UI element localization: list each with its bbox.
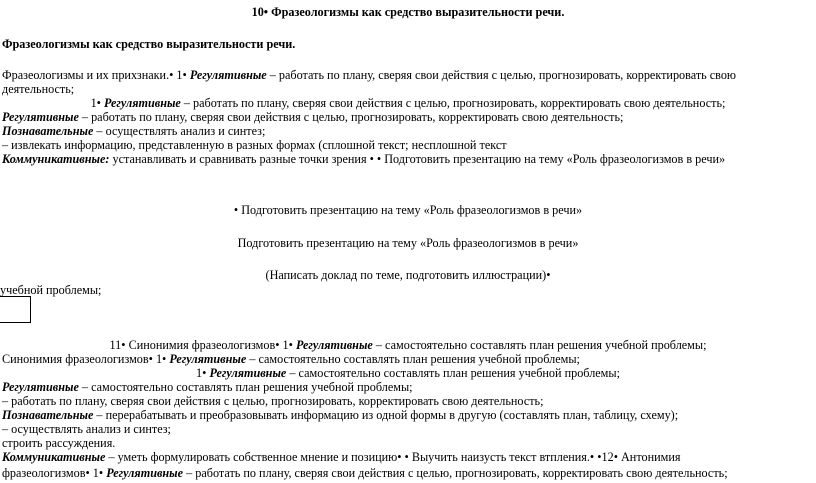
paragraph-line: 1• Регулятивные – самостоятельно составлять план решения учебной проблемы; xyxy=(196,366,620,380)
paragraph-line: Регулятивные – работать по плану, сверяя свои действия с целью, прогнозировать, корректировать свою деятельность; xyxy=(2,110,624,124)
empty-box xyxy=(0,296,31,323)
paragraph-line: Коммуникативные – уметь формулировать собственное мнение и позицию• • Выучить наизусть текст втпления.• •12• Антонимия xyxy=(2,450,681,464)
centered-task: (Написать доклад по теме, подготовить иллюстрации)• xyxy=(265,268,551,282)
paragraph-line: 11• Синонимия фразеологизмов• 1• Регулятивные – самостоятельно составлять план решения учебной проблемы; xyxy=(109,338,707,352)
paragraph-line: Познавательные – перерабатывать и преобразовывать информацию из одной формы в другую (составлять план, таблицу, схему); xyxy=(2,408,679,422)
paragraph-line: фразеологизмов• 1• Регулятивные – работать по плану, сверяя свои действия с целью, прогнозировать, корректировать свою деятельность; xyxy=(2,466,728,480)
paragraph-line: Фразеологизмы и их прихзнаки.• 1• Регулятивные – работать по плану, сверяя свои действия с целью, прогнозировать, корректировать свою xyxy=(2,68,737,82)
paragraph-line: Регулятивные – самостоятельно составлять план решения учебной проблемы; xyxy=(2,380,413,394)
paragraph-line: учебной проблемы; xyxy=(0,283,102,297)
centered-task: Подготовить презентацию на тему «Роль фразеологизмов в речи» xyxy=(237,236,579,250)
centered-task: • Подготовить презентацию на тему «Роль фразеологизмов в речи» xyxy=(233,203,583,217)
paragraph-line: Познавательные – осуществлять анализ и синтез; xyxy=(2,124,266,138)
section-heading: Фразеологизмы как средство выразительности речи. xyxy=(2,37,296,51)
document-title: 10• Фразеологизмы как средство выразительности речи. xyxy=(251,5,565,19)
paragraph-line: – извлекать информацию, представленную в разных формах (сплошной текст; несплошной текст xyxy=(2,138,507,152)
paragraph-line: деятельность; xyxy=(2,82,75,96)
paragraph-line: – осуществлять анализ и синтез; xyxy=(2,422,171,436)
paragraph-line: 1• Регулятивные – работать по плану, сверяя свои действия с целью, прогнозировать, корректировать свою деятельность; xyxy=(90,96,726,110)
paragraph-line: – работать по плану, сверяя свои действия с целью, прогнозировать, корректировать свою деятельность; xyxy=(2,394,544,408)
paragraph-line: Коммуникативные: устанавливать и сравнивать разные точки зрения • • Подготовить презентацию на тему «Роль фразеологизмов в речи» xyxy=(2,152,726,166)
paragraph-line: Синонимия фразеологизмов• 1• Регулятивные – самостоятельно составлять план решения учебной проблемы; xyxy=(2,352,580,366)
paragraph-line: строить рассуждения. xyxy=(2,436,116,450)
